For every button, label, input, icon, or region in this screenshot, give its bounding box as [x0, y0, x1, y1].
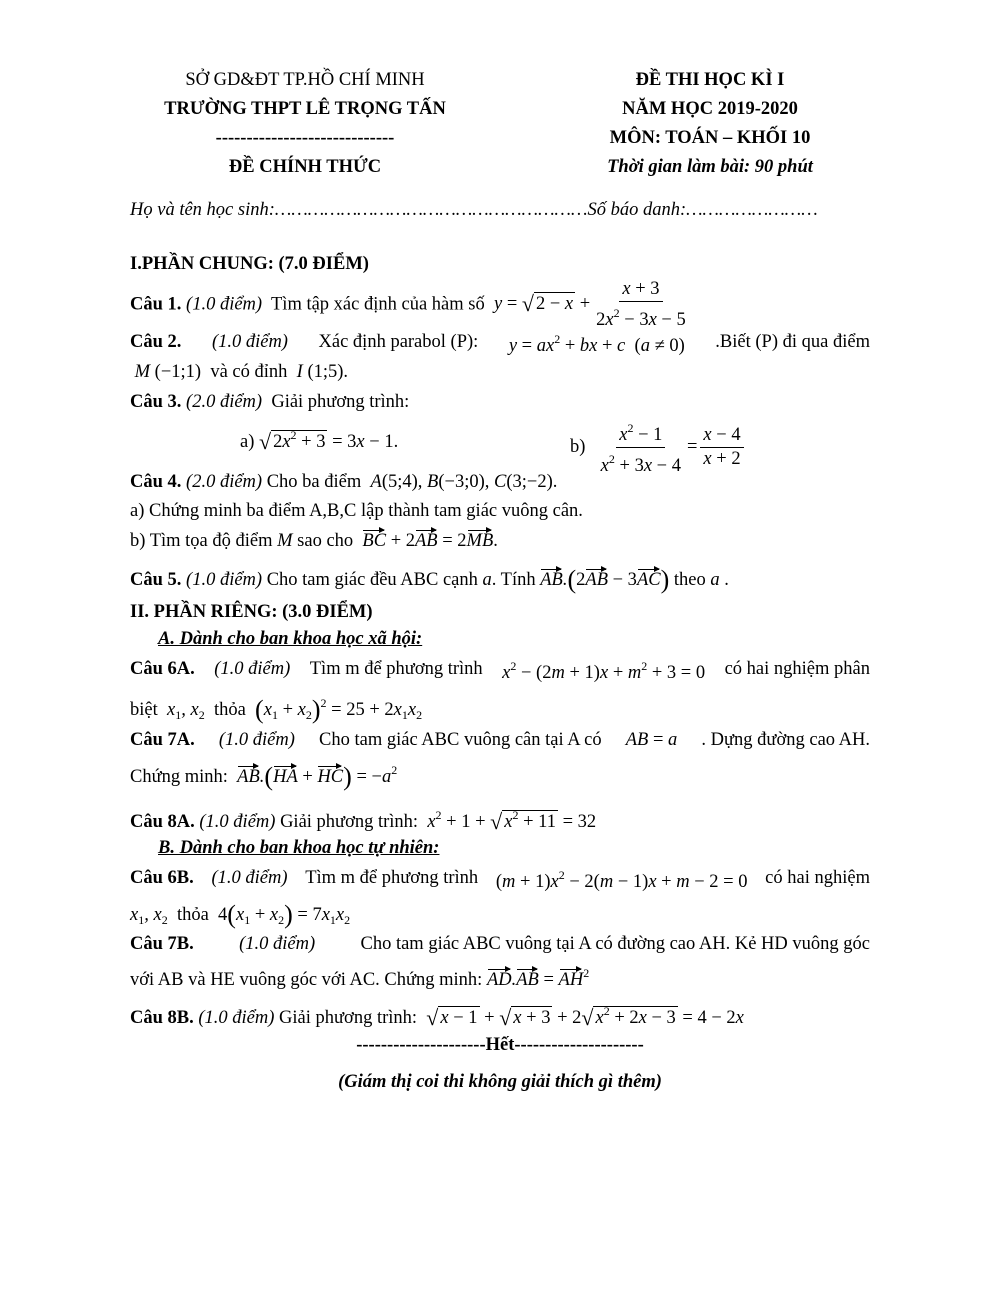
question-6b-line2 — [130, 900, 350, 930]
q3a-equation: √ $2x^2 + 3 = 3x - 1$ — [259, 428, 394, 454]
q7a-label: Câu 7A. — [130, 730, 195, 750]
question-3b — [570, 418, 747, 477]
q7a-points: (1.0 điểm) — [218, 730, 295, 750]
q7a-text3: Chứng minh: — [130, 767, 228, 787]
question-7a-line1 — [130, 730, 870, 751]
subject-grade: MÔN: TOÁN – KHỐI 10 — [609, 128, 811, 148]
question-7b-line1 — [130, 934, 870, 955]
question-8b — [130, 1004, 744, 1031]
q2-points: (1.0 điểm) — [211, 332, 288, 352]
q3-points: (2.0 điểm) — [186, 392, 263, 412]
q5-side-a: a — [482, 570, 492, 590]
question-4: Câu 4. (2.0 điểm) Cho ba điểm A(5;4), B(−3;0), C(3;−2). — [130, 472, 558, 492]
q8a-points: (1.0 điểm) — [199, 812, 276, 832]
school-year: NĂM HỌC 2019-2020 — [622, 99, 798, 119]
q8b-points: (1.0 điểm) — [198, 1008, 275, 1028]
q4-label: Câu 4. — [130, 472, 182, 492]
q7b-text: Cho tam giác ABC vuông tại A có đường cao AH. Kẻ HD vuông góc — [360, 934, 870, 954]
q3b-label: b) — [570, 436, 586, 457]
q6a-text: Tìm m để phương trình — [309, 659, 483, 679]
question-4a: a) Chứng minh ba điểm A,B,C lập thành tam giác vuông cân. — [130, 501, 583, 521]
q6b-text3: thỏa — [176, 905, 209, 925]
section-a-title: A. Dành cho ban khoa học xã hội: — [158, 629, 423, 649]
q5-dot-product: AB.(2AB − 3AC) — [540, 565, 670, 594]
question-5: Câu 5. (1.0 điểm) Cho tam giác đều ABC cạnh a. Tính AB.(2AB − 3AC) theo a . — [130, 565, 729, 594]
q7b-proof-statement: $AD.AB = AH^2$ — [486, 966, 590, 990]
q1-formula: y = √ 2 − x + $\frac{x + 3}{2x^2 - 3x - 5}$ — [493, 279, 686, 330]
q6b-text: Tìm m để phương trình — [305, 868, 479, 888]
question-8a — [130, 808, 596, 835]
q2-text: Xác định parabol (P): — [318, 332, 479, 352]
q6a-text3: biệt — [130, 700, 158, 720]
part2-title: II. PHẦN RIÊNG: (3.0 ĐIỂM) — [130, 602, 373, 622]
q2-vertex-i: I (1;5) — [296, 362, 344, 382]
student-name-label: Họ và tên học sinh: — [130, 200, 275, 220]
department-name: SỞ GD&ĐT TP.HỒ CHÍ MINH — [185, 70, 425, 90]
q6b-label: Câu 6B. — [130, 868, 194, 888]
question-1 — [130, 279, 692, 331]
q1-points: (1.0 điểm) — [186, 294, 263, 315]
q5-var-a: a — [710, 570, 720, 590]
header-right — [540, 66, 880, 182]
q4b-text-mid: sao cho — [297, 531, 354, 551]
student-name-dots: ………………………………………………… — [274, 200, 588, 220]
q6b-text2: có hai nghiệm — [765, 868, 870, 888]
q2-point-m: M (−1;1) — [130, 362, 202, 382]
q3-label: Câu 3. — [130, 392, 182, 412]
question-4b: b) Tìm tọa độ điểm M sao cho BC + 2AB = 2MB. — [130, 531, 498, 551]
q6a-text4: thỏa — [213, 700, 246, 720]
q6b-points: (1.0 điểm) — [211, 868, 288, 888]
q4-text: Cho ba điểm — [266, 472, 362, 492]
q7a-text: Cho tam giác ABC vuông cân tại A có — [319, 730, 602, 750]
q5-points: (1.0 điểm) — [186, 570, 263, 590]
q6a-label: Câu 6A. — [130, 659, 195, 679]
q3b-equation: $\frac{x^2 - 1}{x^2 + 3x - 4}$ = $\frac{x - 4}{x + 2}$ — [595, 437, 747, 457]
q6b-condition: $4(x_1 + x_2) = 7x_1x_2$ — [218, 900, 351, 929]
q7b-points: (1.0 điểm) — [239, 934, 316, 954]
q8a-equation: $x^2 + 1$ + √ $x^2 + 11 = 32$ — [427, 808, 597, 834]
q7b-text2: với AB và HE vuông góc với AC. Chứng minh: — [130, 970, 483, 990]
question-7b-line2 — [130, 966, 589, 991]
question-2-line1 — [130, 332, 870, 357]
exam-title: ĐỀ THI HỌC KÌ I — [635, 70, 785, 90]
question-3 — [130, 392, 409, 413]
q4-points: (2.0 điểm) — [186, 472, 263, 492]
proctor-note: (Giám thị coi thi không giải thích gì thêm) — [338, 1072, 662, 1092]
q3a-label: a) — [240, 432, 255, 452]
q6a-condition: $(x_1 + x_2)^2 = 25 + 2x_1x_2$ — [255, 695, 423, 724]
q7a-proof-statement: $AB.(HA + HC) = -a^2$ — [237, 762, 398, 791]
exam-duration: Thời gian làm bài: 90 phút — [607, 157, 813, 177]
q6b-equation: $(m + 1)x^2 - 2(m - 1)x + m - 2 = 0$ — [495, 868, 748, 892]
question-6a-line1 — [130, 659, 870, 684]
question-2-line2: M (−1;1) và có đỉnh I (1;5). — [130, 362, 349, 382]
q2-text3: và có đỉnh — [210, 362, 288, 382]
q6a-equation: $x^2 - (2m + 1)x + m^2 + 3 = 0$ — [502, 659, 706, 683]
q8b-equation: √ x − 1 + √ x + 3 + 2√ $x^2 + 2x - 3 = 4 - 2x$ — [426, 1004, 744, 1030]
header-divider: ----------------------------- — [215, 128, 395, 148]
q6a-text2: có hai nghiệm phân — [724, 659, 870, 679]
q6a-points: (1.0 điểm) — [214, 659, 291, 679]
student-id-dots: …………………… — [686, 200, 818, 220]
official-label: ĐỀ CHÍNH THỨC — [228, 157, 382, 177]
q4-points-formula: A(5;4), B(−3;0), C(3;−2) — [370, 472, 553, 492]
section-b-title: B. Dành cho ban khoa học tự nhiên: — [158, 838, 440, 858]
question-6a-line2 — [130, 695, 422, 725]
q8b-label: Câu 8B. — [130, 1008, 194, 1028]
q4b-point-m: M — [277, 531, 293, 551]
header-left — [130, 66, 480, 182]
q4b-vector-equation: BC + 2AB = 2MB — [362, 531, 494, 551]
q5-text: Cho tam giác đều ABC cạnh — [266, 570, 478, 590]
end-marker: ---------------------Hết--------------------- — [356, 1035, 644, 1055]
q8a-text: Giải phương trình: — [280, 812, 419, 832]
q6b-roots: $x_1$, $x_2$ — [130, 905, 168, 927]
q2-parabola-formula: $y = ax^2$ + bx + c (a ≠ 0) — [508, 332, 685, 356]
q7b-label: Câu 7B. — [130, 934, 194, 954]
school-name: TRƯỜNG THPT LÊ TRỌNG TẤN — [164, 99, 446, 119]
student-id-label: Số báo danh: — [587, 200, 687, 220]
q8b-text: Giải phương trình: — [279, 1008, 418, 1028]
q3-text: Giải phương trình: — [271, 392, 410, 412]
question-7a-line2 — [130, 762, 397, 792]
q4b-text: b) Tìm tọa độ điểm — [130, 531, 273, 551]
q6a-roots: $x_1$, $x_2$ — [167, 700, 205, 722]
student-info-line — [130, 200, 818, 221]
q7a-given: AB = a — [625, 730, 678, 750]
q7a-text2: . Dựng đường cao AH. — [701, 730, 870, 750]
q5-text3: theo — [673, 570, 706, 590]
q2-label: Câu 2. — [130, 332, 182, 352]
part1-title: I.PHẦN CHUNG: (7.0 ĐIỂM) — [130, 254, 369, 274]
q1-label: Câu 1. — [130, 294, 182, 315]
q1-text: Tìm tập xác định của hàm số — [271, 294, 485, 315]
q8a-label: Câu 8A. — [130, 812, 195, 832]
question-6b-line1 — [130, 868, 870, 893]
q5-text2: . Tính — [491, 570, 536, 590]
q2-text2: .Biết (P) đi qua điểm — [715, 332, 870, 352]
question-3a: a) √ $2x^2 + 3 = 3x - 1$. — [240, 428, 399, 454]
q5-label: Câu 5. — [130, 570, 182, 590]
